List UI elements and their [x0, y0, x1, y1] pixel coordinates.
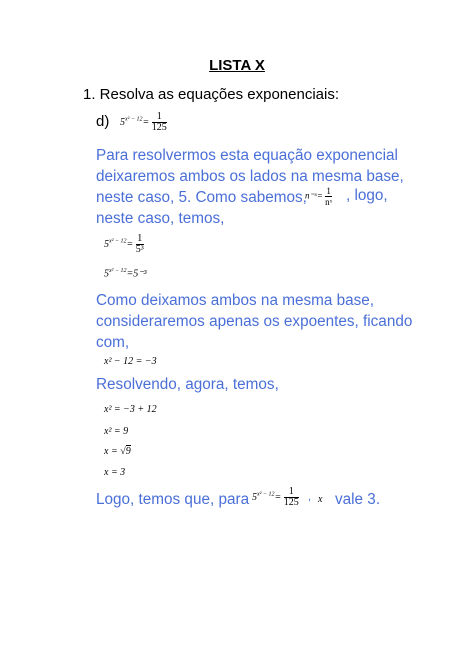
equation-conclusion: $5^{x^2 - 12}=$ $\frac{1}{125}$: [252, 486, 299, 508]
equation-solve-4: x = 3: [104, 467, 126, 478]
question-text: 1. Resolva as equações exponenciais:: [83, 86, 339, 103]
paragraph-solving: Resolvendo, agora, temos,: [96, 376, 279, 393]
para1-line-5: neste caso, temos,: [96, 210, 225, 227]
conclusion-comma: ,: [308, 491, 312, 503]
conclusion-text-a: Logo, temos que, para: [96, 491, 250, 508]
page-title: LISTA X: [209, 57, 265, 74]
item-label: d): [96, 113, 110, 130]
para2-line-1: Como deixamos ambos na mesma base,: [96, 292, 375, 309]
para1-logo: , logo,: [346, 187, 388, 204]
equation-solve-3: x = √9: [104, 446, 131, 457]
equation-d: $5^{x^2 - 12}=$ $\frac{1}{125}$: [120, 111, 167, 133]
equation-solve-2: x² = 9: [104, 426, 129, 437]
para1-line-1: Para resolvermos esta equação exponencial: [96, 147, 398, 164]
paragraph-same-base: [96, 290, 412, 353]
conclusion-text-b: vale 3.: [335, 491, 381, 508]
para2-line-3: com,: [96, 334, 130, 351]
equation-rule: n⁻ˣ= $\frac{1}{\text{nˣ}}$: [305, 186, 333, 207]
equation-exponents: x² − 12 = −3: [104, 356, 157, 367]
para2-line-2: consideraremos apenas os expoentes, ficando: [96, 313, 413, 330]
equation-step-a: $5^{x^2 - 12}=$ $\frac{1}{\text{5³}}$: [104, 233, 144, 255]
equation-solve-1: x² = −3 + 12: [104, 404, 157, 415]
para1-line-3: neste caso, 5. Como sabemos,: [96, 189, 307, 206]
equation-step-b: $5^{x^2 - 12}=5^{-3}$: [104, 268, 147, 280]
para1-line-2: deixaremos ambos os lados na mesma base,: [96, 168, 404, 185]
conclusion-variable: x: [318, 494, 323, 505]
